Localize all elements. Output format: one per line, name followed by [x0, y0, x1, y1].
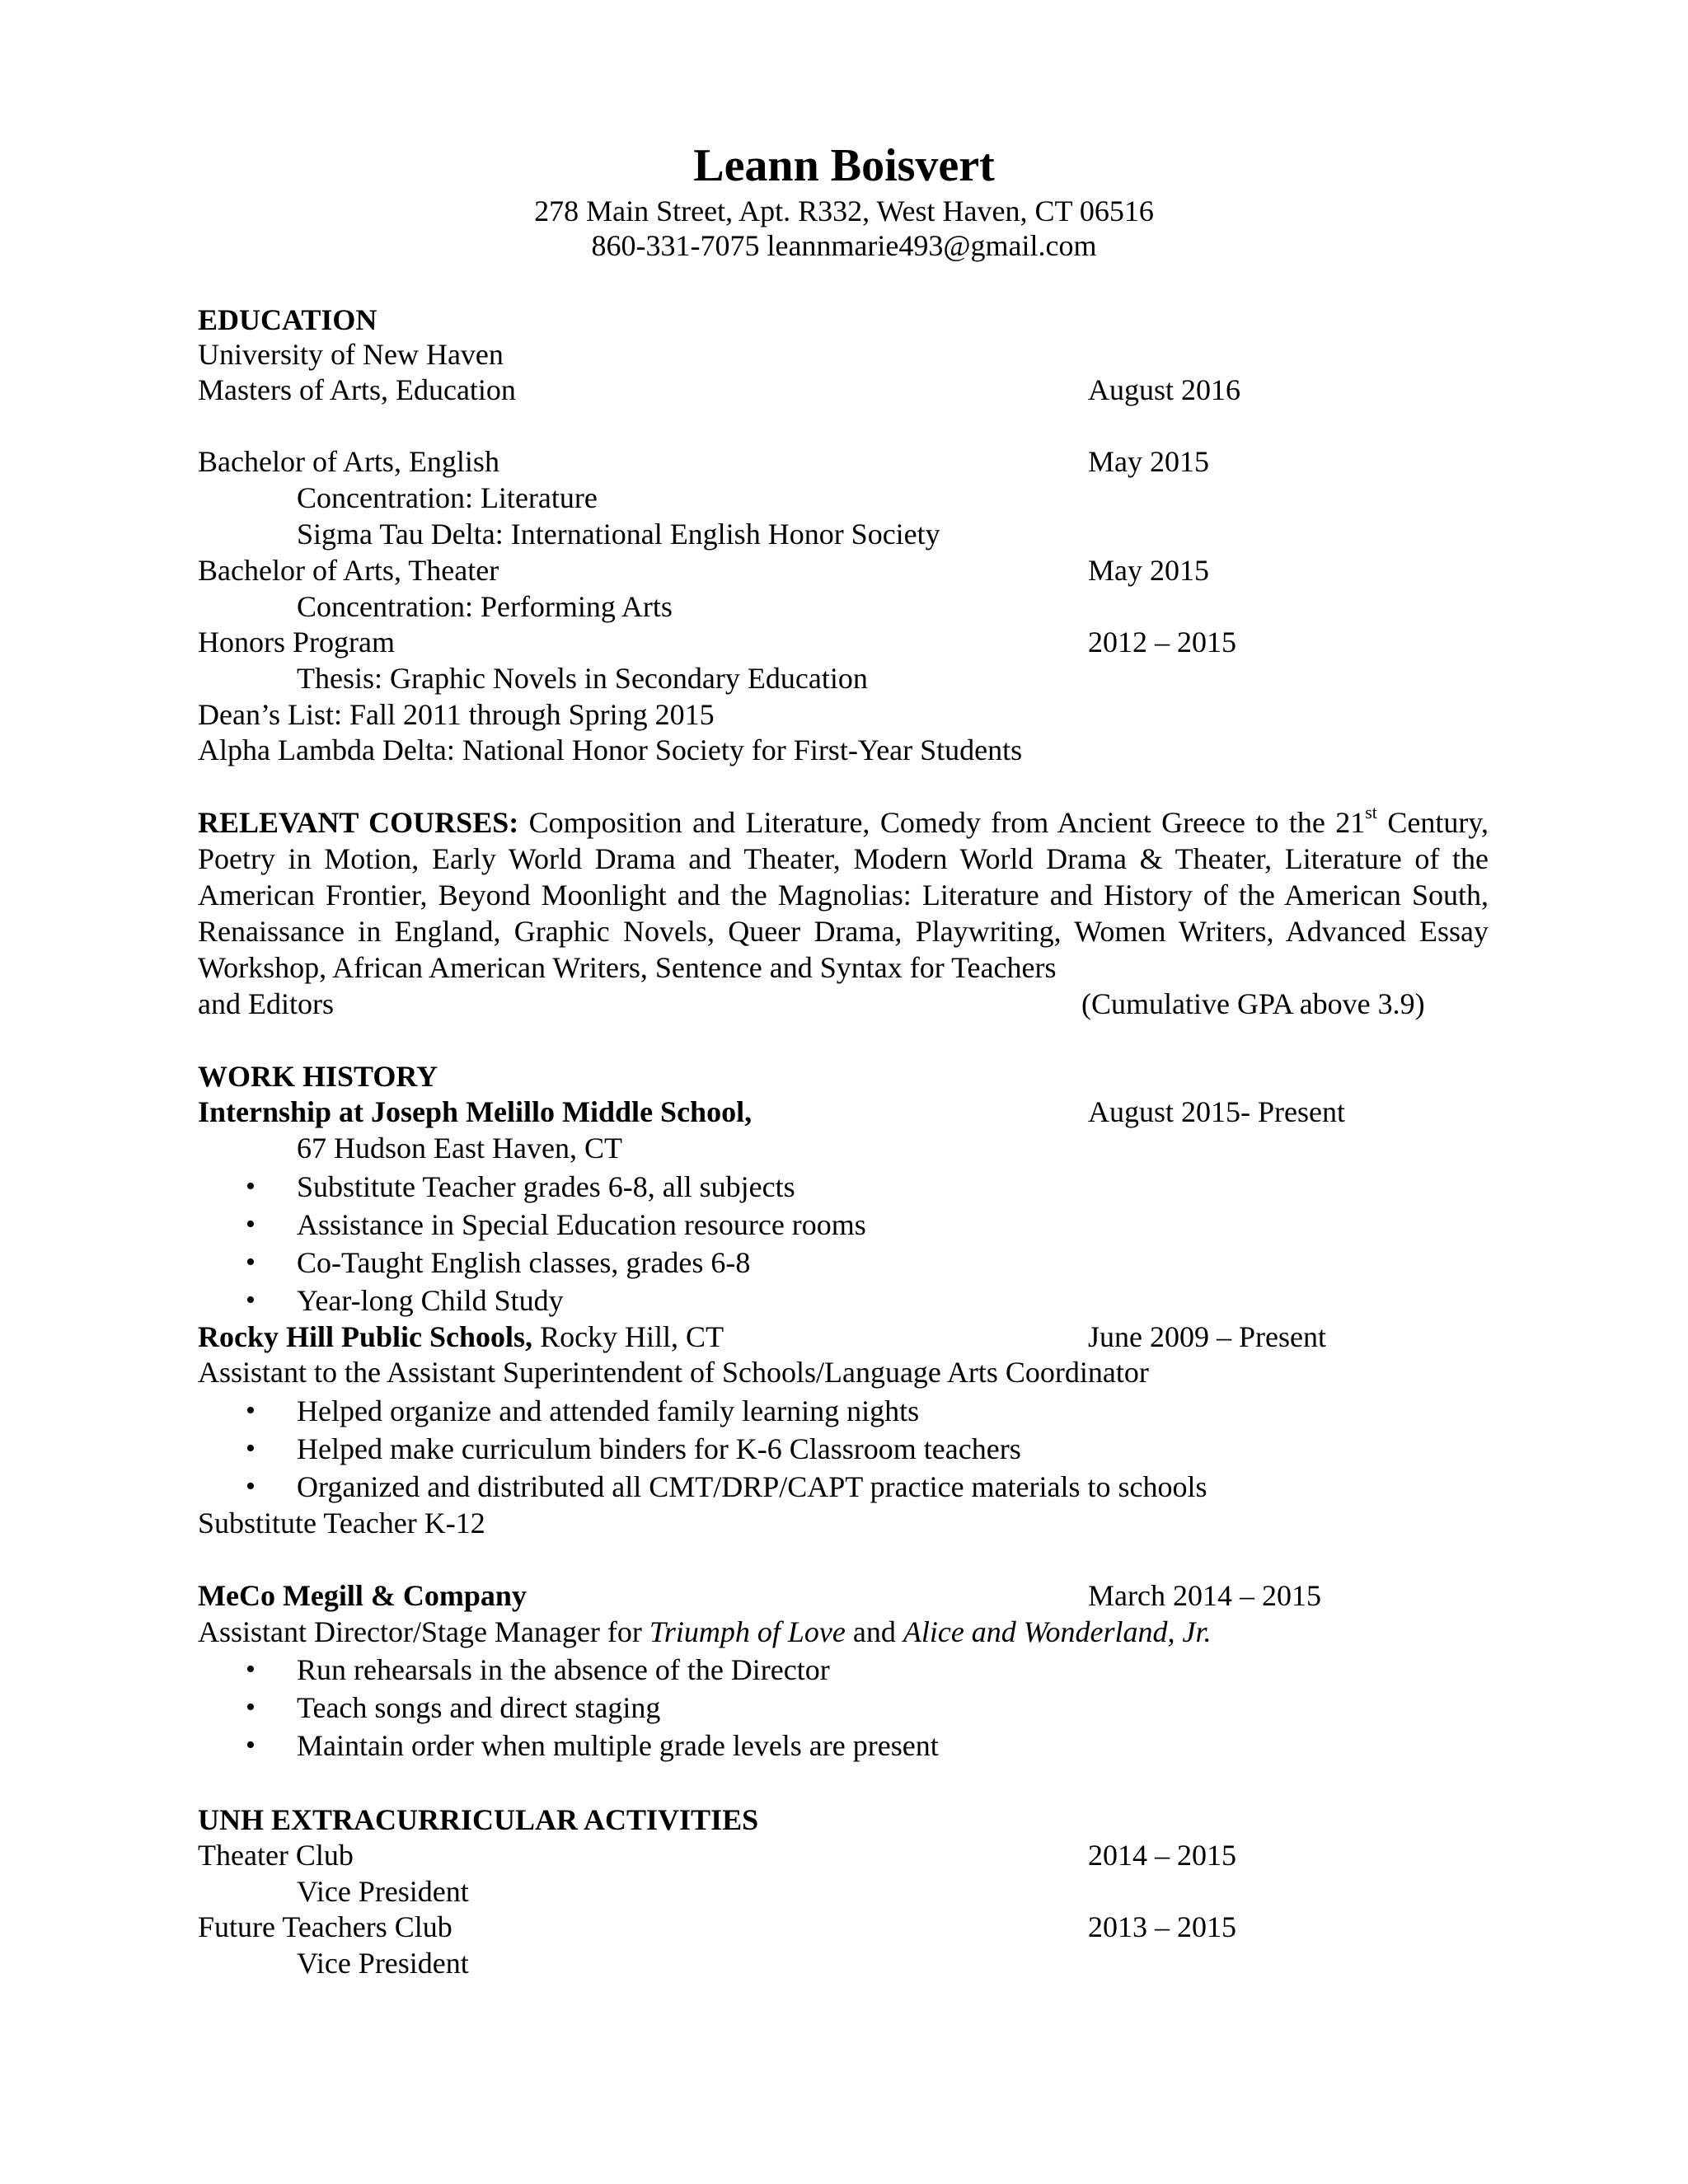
list-item: Teach songs and direct staging — [297, 1691, 661, 1724]
honors-date: 2012 – 2015 — [1088, 626, 1236, 658]
bullet-icon: • — [246, 1471, 256, 1502]
education-heading: EDUCATION — [198, 303, 377, 336]
relevant-courses-heading: RELEVANT COURSES: — [198, 806, 519, 839]
job-role-rocky-hill: Assistant to the Assistant Superintendent of Schools/Language Arts Coordinator — [198, 1356, 1149, 1389]
deans-list: Dean’s List: Fall 2011 through Spring 2015 — [198, 698, 715, 731]
relevant-courses-text-start: Composition and Literature, Comedy from Ancient Greece to the 21 — [528, 806, 1366, 839]
show-title: Triumph of Love — [649, 1615, 846, 1648]
job-title-rocky-hill — [198, 1319, 724, 1355]
bullet-icon: • — [246, 1692, 256, 1722]
job-title-internship: Internship at Joseph Melillo Middle School, — [198, 1095, 753, 1128]
job-date-meco: March 2014 – 2015 — [1088, 1579, 1321, 1612]
honors-program: Honors Program — [198, 626, 395, 658]
list-item: Assistance in Special Education resource rooms — [297, 1208, 866, 1241]
ba-theater-date: May 2015 — [1088, 554, 1209, 587]
job-date-internship: August 2015- Present — [1088, 1095, 1345, 1128]
activity-role: Vice President — [297, 1947, 469, 1980]
masters-date: August 2016 — [1088, 373, 1241, 406]
list-item: Run rehearsals in the absence of the Director — [297, 1653, 830, 1686]
job-location-internship: 67 Hudson East Haven, CT — [297, 1132, 622, 1165]
ba-english-degree: Bachelor of Arts, English — [198, 445, 499, 478]
courses-last-line: and Editors — [198, 987, 334, 1020]
role-conjunction: and — [845, 1615, 903, 1648]
list-item: Year-long Child Study — [297, 1284, 564, 1317]
activity-date: 2014 – 2015 — [1088, 1839, 1236, 1872]
job-extra-rocky-hill: Substitute Teacher K-12 — [198, 1507, 485, 1540]
bullet-icon: • — [246, 1247, 256, 1277]
bullet-icon: • — [246, 1171, 256, 1202]
bullet-icon: • — [246, 1285, 256, 1315]
honors-thesis: Thesis: Graphic Novels in Secondary Education — [297, 662, 868, 695]
list-item: Substitute Teacher grades 6-8, all subjects — [297, 1170, 795, 1203]
bullet-icon: • — [246, 1433, 256, 1464]
activity-date: 2013 – 2015 — [1088, 1910, 1236, 1943]
bullet-icon: • — [246, 1395, 256, 1426]
school-name: University of New Haven — [198, 338, 504, 371]
phone-email-line: 860-331-7075 leannmarie493@gmail.com — [591, 229, 1097, 262]
show-title: Alice and Wonderland, Jr. — [903, 1615, 1212, 1648]
activities-heading: UNH EXTRACURRICULAR ACTIVITIES — [198, 1803, 759, 1836]
activity-role: Vice President — [297, 1875, 469, 1908]
job-location-rocky-hill: Rocky Hill, CT — [532, 1320, 724, 1353]
ba-english-date: May 2015 — [1088, 445, 1209, 478]
list-item: Co-Taught English classes, grades 6-8 — [297, 1246, 751, 1279]
bullet-icon: • — [246, 1209, 256, 1240]
job-role-meco — [198, 1614, 1211, 1650]
activity-name: Future Teachers Club — [198, 1910, 452, 1943]
job-employer-rocky-hill: Rocky Hill Public Schools, — [198, 1320, 533, 1353]
list-item: Helped make curriculum binders for K-6 Classroom teachers — [297, 1432, 1021, 1465]
work-history-heading: WORK HISTORY — [198, 1060, 438, 1093]
list-item: Maintain order when multiple grade levels are present — [297, 1729, 939, 1762]
job-title-meco: MeCo Megill & Company — [198, 1579, 527, 1612]
relevant-courses-text-rest: Century, Poetry in Motion, Early World Drama and Theater, Modern World Drama & Theater, Literature of the American Frontier, Beyond Moonlight and the Magnolias: Literature and History of the American South, Renaissance in England, Graphic Novels, Queer Drama, Playwriting, Women Writers, Advanced Essay Workshop, African American Writers, Sentence and Syntax for Teachers — [198, 806, 1489, 984]
ba-theater-degree: Bachelor of Arts, Theater — [198, 554, 499, 587]
bullet-icon: • — [246, 1654, 256, 1685]
ba-english-concentration: Concentration: Literature — [297, 481, 598, 514]
job-date-rocky-hill: June 2009 – Present — [1088, 1320, 1326, 1353]
relevant-courses-paragraph — [198, 804, 1489, 986]
ba-english-honor: Sigma Tau Delta: International English Honor Society — [297, 518, 940, 551]
bullet-icon: • — [246, 1730, 256, 1760]
alpha-lambda-delta: Alpha Lambda Delta: National Honor Society for First-Year Students — [198, 733, 1023, 766]
ordinal-suffix: st — [1365, 802, 1377, 823]
list-item: Organized and distributed all CMT/DRP/CAPT practice materials to schools — [297, 1470, 1207, 1503]
address-line: 278 Main Street, Apt. R332, West Haven, CT 06516 — [534, 194, 1154, 227]
activity-name: Theater Club — [198, 1839, 354, 1872]
masters-degree: Masters of Arts, Education — [198, 373, 516, 406]
ba-theater-concentration: Concentration: Performing Arts — [297, 590, 673, 623]
role-prefix: Assistant Director/Stage Manager for — [198, 1615, 649, 1648]
cumulative-gpa: (Cumulative GPA above 3.9) — [1081, 987, 1425, 1020]
list-item: Helped organize and attended family learning nights — [297, 1394, 920, 1427]
candidate-name: Leann Boisvert — [693, 140, 995, 191]
